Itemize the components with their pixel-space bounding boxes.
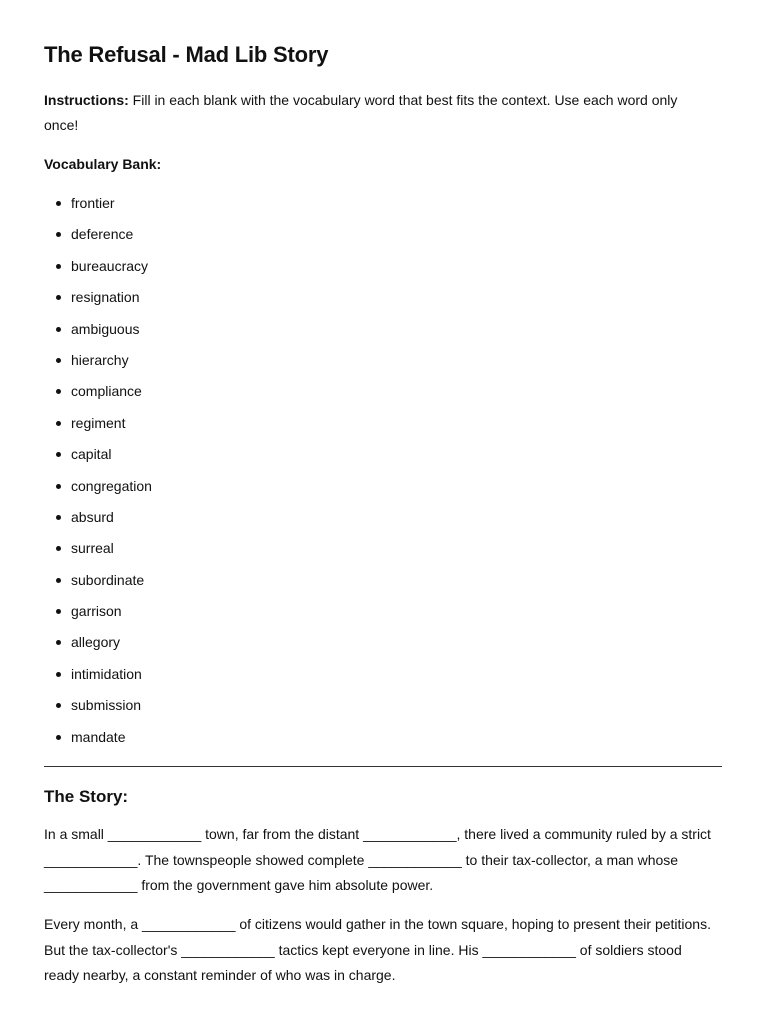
instructions <box>44 88 714 138</box>
vocabulary-list <box>44 192 152 757</box>
story-paragraph: In a small ____________ town, far from the distant ____________, there lived a community ruled by a strict ____________. The townspeople showed complete ____________ to their tax-collector, a man whose ____________ from the government gave him absolute power. <box>44 826 711 893</box>
vocab-item: mandate <box>44 726 152 757</box>
vocab-item: regiment <box>44 412 152 443</box>
page-title: The Refusal - Mad Lib Story <box>44 42 329 67</box>
vocab-item: allegory <box>44 631 152 662</box>
vocab-item: garrison <box>44 600 152 631</box>
vocab-item: hierarchy <box>44 349 152 380</box>
vocab-item: capital <box>44 443 152 474</box>
vocab-item: congregation <box>44 475 152 506</box>
instructions-label: Instructions: <box>44 92 129 108</box>
vocab-item: ambiguous <box>44 318 152 349</box>
vocab-item: surreal <box>44 537 152 568</box>
story-paragraph: Every month, a ____________ of citizens would gather in the town square, hoping to present their petitions. But the tax-collector's ____________ tactics kept everyone in line. His ____________ of soldiers stood ready nearby, a constant reminder of who was in charge. <box>44 916 711 983</box>
vocab-item: intimidation <box>44 663 152 694</box>
vocab-item: deference <box>44 223 152 254</box>
vocab-item: subordinate <box>44 569 152 600</box>
story-heading: The Story: <box>44 787 129 806</box>
section-divider <box>44 766 722 767</box>
vocab-item: compliance <box>44 380 152 411</box>
vocab-item: submission <box>44 694 152 725</box>
vocab-item: resignation <box>44 286 152 317</box>
instructions-text: Fill in each blank with the vocabulary word that best fits the context. Use each word only once! <box>44 92 678 133</box>
vocab-item: bureaucracy <box>44 255 152 286</box>
vocab-item: frontier <box>44 192 152 223</box>
vocabulary-heading: Vocabulary Bank: <box>44 156 162 172</box>
vocab-item: absurd <box>44 506 152 537</box>
